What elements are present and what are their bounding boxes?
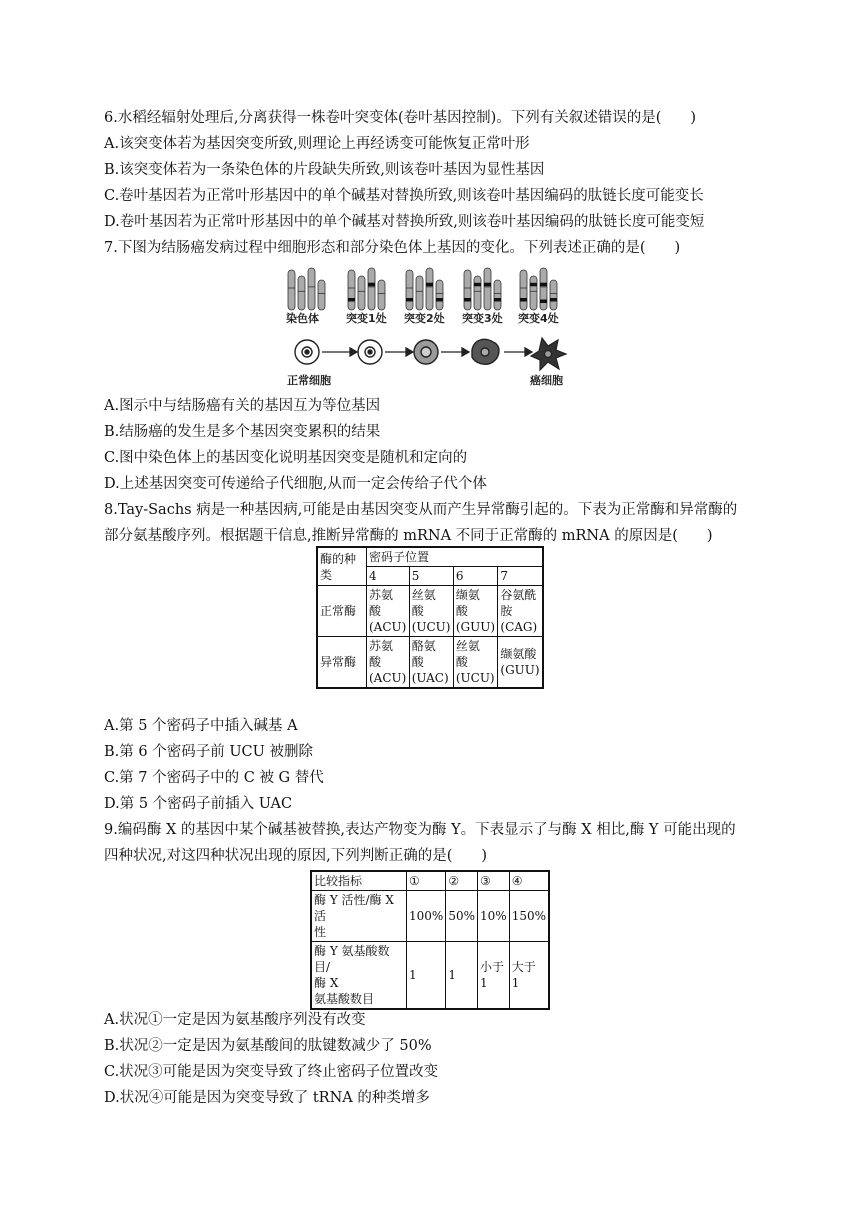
cell-stage-3 <box>414 340 438 364</box>
q9-comparison-table <box>310 870 550 1010</box>
q9-header-row <box>311 871 549 891</box>
q9-option-c: C.状况③可能是因为突变导致了终止密码子位置改变 <box>104 1064 439 1080</box>
chromosome-group <box>518 268 559 325</box>
mutation-band <box>494 298 501 302</box>
q6-option-a: A.该突变体若为基因突变所致,则理论上再经诱变可能恢复正常叶形 <box>104 136 530 152</box>
cancer-cell <box>531 338 566 370</box>
q9-value: 10% <box>478 891 510 942</box>
q9-value: 大于 1 <box>509 942 549 1010</box>
mutation-band <box>406 298 413 302</box>
q9-row-label: 酶 Y 活性/酶 X 活 性 <box>311 891 407 942</box>
chromosome <box>520 270 527 310</box>
q7-option-d: D.上述基因突变可传递给子代细胞,从而一定会传给子代个体 <box>104 476 487 492</box>
q7-option-b: B.结肠癌的发生是多个基因突变累积的结果 <box>104 424 381 440</box>
q6-option-c: C.卷叶基因若为正常叶形基因中的单个碱基对替换所致,则该卷叶基因编码的肽链长度可能变长 <box>104 188 704 204</box>
q8-corner-line2: 类 <box>320 567 333 582</box>
arrow-2 <box>385 348 413 356</box>
q9-header-cell: 比较指标 <box>311 871 407 891</box>
chromosome <box>406 270 413 310</box>
chromosome-group <box>346 268 387 325</box>
q9-option-d: D.状况④可能是因为突变导致了 tRNA 的种类增多 <box>104 1090 430 1106</box>
arrow-4 <box>504 348 532 356</box>
q8-cell: 酪氨 酸 (UAC) <box>409 637 453 689</box>
q8-stem-line1: 8.Tay-Sachs 病是一种基因病,可能是由基因突变从而产生异常酶引起的。下表为正常酶和异常酶的 <box>104 502 738 518</box>
chromosome <box>416 276 423 310</box>
chromosome <box>308 268 315 310</box>
chromosome <box>464 270 471 310</box>
q9-amino-acid-row <box>311 942 549 1010</box>
chromosome-label: 突变4处 <box>518 312 559 325</box>
q8-row-label: 异常酶 <box>317 637 367 689</box>
chromosome-label: 染色体 <box>286 312 319 325</box>
q9-value: 1 <box>446 942 478 1010</box>
chromosome <box>474 276 481 310</box>
chromosome <box>368 268 375 310</box>
q9-option-a: A.状况①一定是因为氨基酸序列没有改变 <box>104 1012 366 1028</box>
q8-cell: 苏氨 酸 (ACU) <box>367 637 410 689</box>
q8-option-b: B.第 6 个密码子前 UCU 被删除 <box>104 744 313 760</box>
chromosome <box>530 276 537 310</box>
mutation-band <box>368 283 375 287</box>
chromosome-group <box>462 268 503 325</box>
chromosome <box>550 280 557 310</box>
q8-cell: 缬氨 酸 (GUU) <box>453 586 498 637</box>
chromosome-label: 突变2处 <box>404 312 445 325</box>
q8-abnormal-enzyme-row <box>317 637 543 689</box>
mutation-band <box>436 298 443 302</box>
q9-row-label: 酶 Y 氨基酸数目/ 酶 X 氨基酸数目 <box>311 942 407 1010</box>
q8-position-header: 密码子位置 <box>367 547 544 567</box>
q8-normal-enzyme-row <box>317 586 543 637</box>
q8-corner-cell <box>317 547 367 586</box>
chromosome-label: 突变1处 <box>346 312 387 325</box>
q6-option-b: B.该突变体若为一条染色体的片段缺失所致,则该卷叶基因为显性基因 <box>104 162 545 178</box>
chromosome <box>436 280 443 310</box>
q8-pos-7: 7 <box>498 567 543 586</box>
q8-pos-5: 5 <box>409 567 453 586</box>
mutation-band <box>540 283 547 287</box>
q9-value: 50% <box>446 891 478 942</box>
normal-cell-label: 正常细胞 <box>287 374 331 387</box>
q9-stem-line2: 四种状况,对这四种状况出现的原因,下列判断正确的是( ) <box>104 848 488 864</box>
chromosome <box>378 280 385 310</box>
cell-stage-4 <box>472 339 499 364</box>
q7-option-c: C.图中染色体上的基因变化说明基因突变是随机和定向的 <box>104 450 468 466</box>
chromosome <box>540 268 547 310</box>
q8-table-header-row <box>317 547 543 567</box>
mutation-band <box>464 298 471 302</box>
cancer-cell-label: 癌细胞 <box>530 374 563 387</box>
mutation-band <box>540 300 547 304</box>
q8-pos-4: 4 <box>367 567 410 586</box>
chromosome-group <box>286 268 325 325</box>
q9-option-b: B.状况②一定是因为氨基酸间的肽键数减少了 50% <box>104 1038 432 1054</box>
q8-cell: 丝氨 酸 (UCU) <box>409 586 453 637</box>
chromosome <box>288 270 295 310</box>
cell-normal <box>295 340 319 364</box>
q7-option-a: A.图示中与结肠癌有关的基因互为等位基因 <box>104 398 381 414</box>
q8-stem-line2: 部分氨基酸序列。根据题干信息,推断异常酶的 mRNA 不同于正常酶的 mRNA 的原因是( ) <box>104 528 713 544</box>
colon-cancer-figure <box>280 266 580 392</box>
q8-cell: 丝氨 酸 (UCU) <box>453 637 498 689</box>
q9-header-cell: ① <box>407 871 446 891</box>
q8-row-label: 正常酶 <box>317 586 367 637</box>
mutation-band <box>520 298 527 302</box>
mutation-band <box>550 298 557 302</box>
mutation-band <box>474 283 481 287</box>
chromosome <box>348 270 355 310</box>
q8-pos-6: 6 <box>453 567 498 586</box>
cell-stage-2 <box>358 340 382 364</box>
q8-option-c: C.第 7 个密码子中的 C 被 G 替代 <box>104 770 324 786</box>
q8-cell: 苏氨 酸 (ACU) <box>367 586 410 637</box>
q8-cell: 缬氨酸 (GUU) <box>498 637 543 689</box>
q9-header-cell: ② <box>446 871 478 891</box>
q8-codon-table <box>316 546 544 689</box>
q6-stem: 6.水稻经辐射处理后,分离获得一株卷叶突变体(卷叶基因控制)。下列有关叙述错误的是( ) <box>104 110 697 126</box>
q9-value: 1 <box>407 942 446 1010</box>
q9-activity-row <box>311 891 549 942</box>
mutation-band <box>426 283 433 287</box>
chromosome <box>298 276 305 310</box>
q9-value: 100% <box>407 891 446 942</box>
q9-stem-line1: 9.编码酶 X 的基因中某个碱基被替换,表达产物变为酶 Y。下表显示了与酶 X 相比,酶 Y 可能出现的 <box>104 822 736 838</box>
q6-option-d: D.卷叶基因若为正常叶形基因中的单个碱基对替换所致,则该卷叶基因编码的肽链长度可能变短 <box>104 214 705 230</box>
mutation-band <box>348 298 355 302</box>
q8-option-d: D.第 5 个密码子前插入 UAC <box>104 796 293 812</box>
arrow-3 <box>441 348 469 356</box>
q9-value: 150% <box>509 891 549 942</box>
q8-corner-line1: 酶的种 <box>320 551 357 566</box>
chromosome <box>494 280 501 310</box>
chromosome <box>358 276 365 310</box>
chromosome <box>318 280 325 310</box>
q9-header-cell: ④ <box>509 871 549 891</box>
q8-option-a: A.第 5 个密码子中插入碱基 A <box>104 718 298 734</box>
mutation-band <box>530 283 537 287</box>
q8-cell: 谷氨酰 胺 (CAG) <box>498 586 543 637</box>
chromosome <box>426 268 433 310</box>
chromosome-group <box>404 268 445 325</box>
arrow-1 <box>322 348 357 356</box>
chromosome-label: 突变3处 <box>462 312 503 325</box>
q7-stem: 7.下图为结肠癌发病过程中细胞形态和部分染色体上基因的变化。下列表述正确的是( ) <box>104 240 681 256</box>
chromosome <box>484 268 491 310</box>
q9-value: 小于 1 <box>478 942 510 1010</box>
mutation-band <box>484 283 491 287</box>
q9-header-cell: ③ <box>478 871 510 891</box>
